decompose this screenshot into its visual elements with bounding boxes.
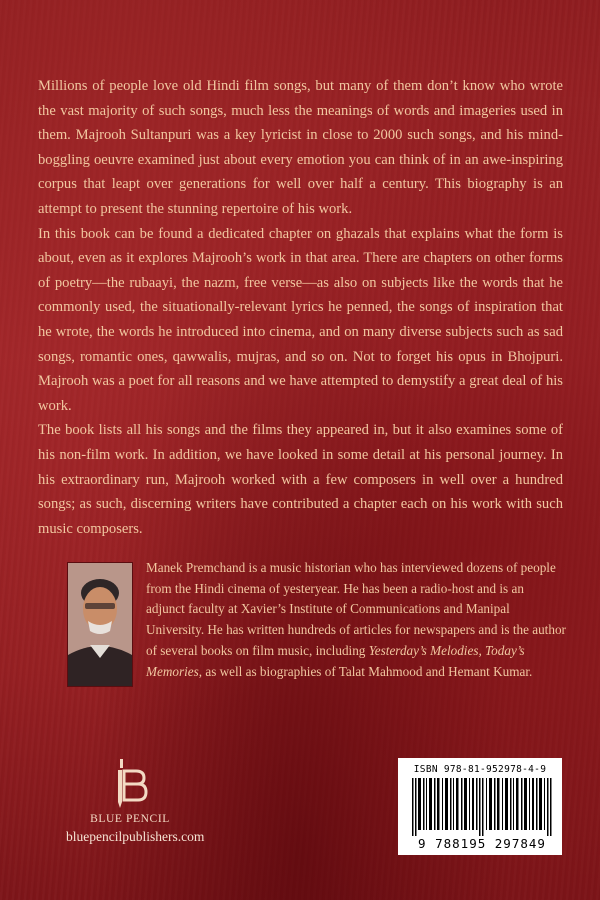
author-bio-text-end: , as well as biographies of Talat Mahmood and Hemant Kumar.	[198, 663, 533, 679]
blue-pencil-logo-icon	[110, 757, 150, 809]
author-book-title: Yesterday’s Melodies, Today’s Memories	[146, 642, 525, 679]
author-photo	[67, 562, 133, 687]
blurb-paragraph-1: Millions of people love old Hindi film songs, but many of them don’t know who wrote the vast majority of such songs, much less the meanings of words and imageries used in them. Majrooh Sultanpuri was a key lyricist in close to 2000 such songs, and his mind-boggling oeuvre examined just about every emotion you can think of in an awe-inspiring corpus that leapt over generations for well over half a century. This biography is an attempt to present the stunning repertoire of his work.	[38, 78, 563, 217]
book-blurb	[38, 74, 563, 541]
barcode-bars	[412, 778, 552, 836]
isbn-label: ISBN 978-81-952978-4-9	[413, 764, 547, 775]
isbn-barcode	[398, 758, 562, 855]
author-bio	[146, 558, 566, 682]
author-bio-text: Manek Premchand is a music historian who has interviewed dozens of people from the Hindi cinema of yesteryear. He has been a radio-host and is an adjunct faculty at Xavier’s Institute of Communications and Manipal University. He has written hundreds of articles for newspapers and is the author of several books on film music, including	[146, 560, 566, 658]
blurb-paragraph-2: In this book can be found a dedicated chapter on ghazals that explains what the form is about, even as it explores Majrooh’s work in that area. There are chapters on other forms of poetry—the rubaayi, the nazm, free verse—as also on subjects like the words that he commonly used, the situationally-relevant lyrics he penned, the songs of inspiration that he wrote, the words he introduced into cinema, and on many diverse subjects such as sad songs, romantic ones, qawwalis, mujras, and so on. Not to forget his opus in Bhojpuri. Majrooh was a poet for all reasons and we have attempted to demystify a great deal of his work.	[38, 225, 563, 414]
publisher-website: bluepencilpublishers.com	[66, 829, 205, 844]
publisher-name: BLUE PENCIL	[90, 813, 170, 825]
publisher-logo	[66, 757, 205, 845]
barcode-number: 9 788195 297849	[418, 836, 546, 851]
blurb-paragraph-3: The book lists all his songs and the films they appeared in, but it also examines some of his non-film work. In addition, we have looked in some detail at his personal journey. In his extraordinary run, Majrooh worked with a few composers in well over a hundred songs; as such, discerning writers have contributed a chapter each on his work with such music composers.	[38, 422, 563, 537]
